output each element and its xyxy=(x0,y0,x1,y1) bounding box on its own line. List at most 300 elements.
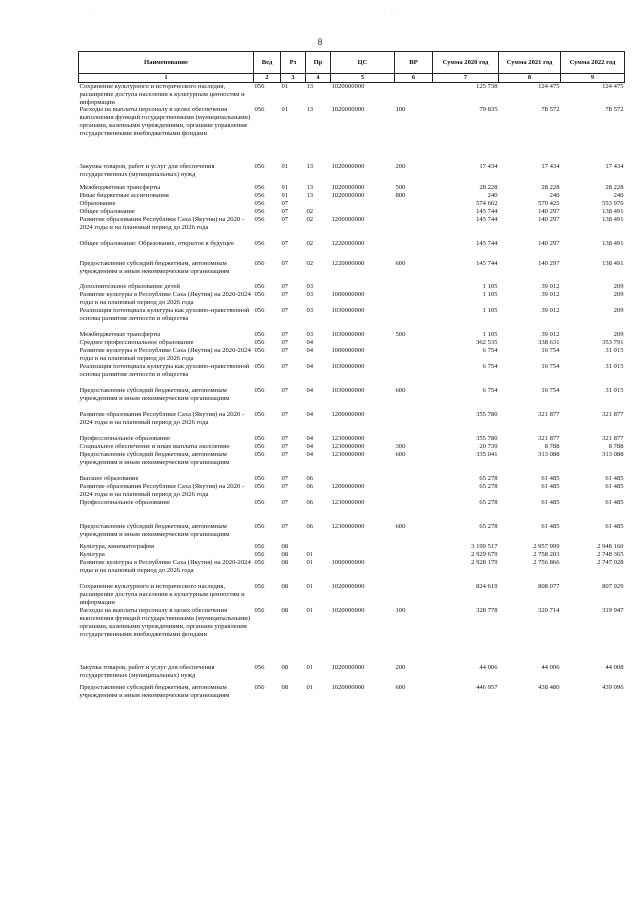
row-pr: 04 xyxy=(306,347,314,355)
row-cs xyxy=(331,543,395,551)
row-sum-2021: 320 714 xyxy=(538,606,560,614)
row-sum-2020: 1 105 xyxy=(482,307,498,315)
row-cs: 1000000000 xyxy=(331,291,365,299)
row-rz: 01 xyxy=(281,106,289,114)
header-name: Наименование xyxy=(79,52,254,74)
row-vr: 300 xyxy=(395,443,406,451)
row-name: Развитие образования Республики Саха (Якутия) на 2020 - 2024 годы и на плановый период до 2026 года xyxy=(79,411,245,426)
row-ved: 056 xyxy=(254,550,265,558)
row-pr: 04 xyxy=(306,443,314,451)
row-ved: 056 xyxy=(254,82,265,90)
row-rz: 08 xyxy=(281,558,289,566)
row-vr xyxy=(395,543,433,551)
row-name: Культура, кинематография xyxy=(79,542,154,550)
table-row xyxy=(79,475,625,483)
row-ved: 056 xyxy=(254,216,265,224)
table-row xyxy=(79,583,625,607)
row-sum-2022: 31 915 xyxy=(605,347,624,355)
table-row xyxy=(79,451,625,475)
row-cs: 1020000000 xyxy=(331,192,365,200)
row-rz: 07 xyxy=(281,443,289,451)
header-vr: ВР xyxy=(395,52,433,74)
row-sum-2022: 209 xyxy=(613,283,624,291)
row-pr: 06 xyxy=(306,498,314,506)
row-ved: 056 xyxy=(254,451,265,459)
row-sum-2020: 362 535 xyxy=(476,339,498,347)
row-sum-2022: 313 088 xyxy=(602,451,624,459)
row-vr xyxy=(395,583,433,607)
row-vr: 600 xyxy=(395,260,406,268)
row-cs xyxy=(331,339,395,347)
row-cs: 1020000000 xyxy=(331,184,365,192)
row-ved: 056 xyxy=(254,208,265,216)
row-name: Закупка товаров, работ и услуг для обеспечения государственных (муниципальных) нужд xyxy=(79,663,215,679)
table-row xyxy=(79,543,625,551)
row-sum-2021: 16 754 xyxy=(541,363,560,371)
row-ved: 056 xyxy=(254,498,265,506)
row-name: Предоставление субсидий бюджетным, автономным учреждениям и иным некоммерческим организациям xyxy=(79,260,230,276)
row-pr xyxy=(306,200,331,208)
row-vr xyxy=(395,551,433,559)
row-ved: 056 xyxy=(254,387,265,395)
row-vr: 200 xyxy=(395,163,406,171)
row-vr: 600 xyxy=(395,522,406,530)
column-number: 8 xyxy=(499,74,561,83)
row-name: Общее образование: Образование, открытое в будущее xyxy=(79,240,234,248)
row-cs: 1230000000 xyxy=(331,498,365,506)
row-ved: 056 xyxy=(254,163,265,171)
row-sum-2022: 124 475 xyxy=(602,82,624,90)
row-sum-2020: 125 738 xyxy=(476,82,498,90)
row-rz: 07 xyxy=(281,498,289,506)
row-pr: 13 xyxy=(306,163,314,171)
row-cs: 1230000000 xyxy=(331,443,365,451)
row-sum-2022: 321 877 xyxy=(602,411,624,419)
row-sum-2020: 355 780 xyxy=(476,411,498,419)
row-cs: 1020000000 xyxy=(331,106,365,114)
row-name: Профессиональное образование xyxy=(79,498,170,506)
row-sum-2020: 17 434 xyxy=(479,163,498,171)
row-pr: 04 xyxy=(306,387,314,395)
row-name: Профессиональное образование xyxy=(79,435,170,443)
row-cs: 1020000000 xyxy=(331,82,365,90)
row-pr: 04 xyxy=(306,339,314,347)
row-sum-2021: 39 012 xyxy=(541,331,560,339)
row-sum-2021: 140 297 xyxy=(538,208,560,216)
table-row xyxy=(79,559,625,583)
row-sum-2022: 61 485 xyxy=(605,475,624,483)
row-sum-2021: 140 297 xyxy=(538,240,560,248)
row-name: Предоставление субсидий бюджетным, автономным учреждениям и иным некоммерческим организациям xyxy=(79,451,230,466)
table-row xyxy=(79,664,625,684)
header-sum-2021: Сумма 2021 год xyxy=(499,52,561,74)
row-name: Общее образование xyxy=(79,208,135,216)
row-ved: 056 xyxy=(254,663,265,671)
row-ved: 056 xyxy=(254,475,265,483)
table-row xyxy=(79,523,625,543)
row-sum-2020: 65 278 xyxy=(479,483,498,491)
row-vr xyxy=(395,483,433,499)
row-name: Предоставление субсидий бюджетным, автономным учреждениям и иным некоммерческим организациям xyxy=(79,387,230,402)
row-sum-2022: 44 008 xyxy=(605,663,624,671)
row-pr: 06 xyxy=(306,483,314,491)
column-number: 6 xyxy=(395,74,433,83)
row-name: Межбюджетные трансферты xyxy=(79,331,161,339)
row-name: Культура xyxy=(79,550,105,558)
row-vr xyxy=(395,475,433,483)
header-rz: Рз xyxy=(281,52,306,74)
row-ved: 056 xyxy=(254,291,265,299)
row-pr: 13 xyxy=(306,106,314,114)
row-sum-2020: 1 105 xyxy=(482,291,498,299)
row-pr: 13 xyxy=(306,82,314,90)
row-vr xyxy=(395,200,433,208)
column-number: 1 xyxy=(79,74,254,83)
row-rz: 07 xyxy=(281,339,289,347)
row-sum-2022: 28 228 xyxy=(605,184,624,192)
row-ved: 056 xyxy=(254,200,265,208)
header-ved: Вед xyxy=(254,52,281,74)
row-pr: 13 xyxy=(306,184,314,192)
scan-artifact-right: . . . . . . . . xyxy=(370,10,423,16)
scan-artifact-left: . . xyxy=(92,10,97,16)
row-pr: 03 xyxy=(306,331,314,339)
row-sum-2022: 553 976 xyxy=(602,200,624,208)
row-name: Социальное обеспечение и иные выплаты населению xyxy=(79,443,230,451)
row-ved: 056 xyxy=(254,331,265,339)
header-cs: ЦС xyxy=(331,52,395,74)
row-cs: 1200000000 xyxy=(331,483,365,491)
row-pr: 02 xyxy=(306,208,314,216)
row-name: Иные бюджетные ассигнования xyxy=(79,192,169,200)
row-pr: 01 xyxy=(306,683,314,691)
row-vr xyxy=(395,559,433,583)
row-sum-2020: 6 754 xyxy=(482,347,498,355)
row-rz: 08 xyxy=(281,606,289,614)
table-row xyxy=(79,163,625,184)
row-pr: 03 xyxy=(306,291,314,299)
row-rz: 01 xyxy=(281,82,289,90)
row-ved: 056 xyxy=(254,339,265,347)
row-sum-2021: 44 006 xyxy=(541,663,560,671)
row-cs: 1020000000 xyxy=(331,663,365,671)
table-row xyxy=(79,331,625,339)
row-rz: 07 xyxy=(281,307,289,315)
row-vr xyxy=(395,411,433,435)
row-pr: 06 xyxy=(306,475,314,483)
row-rz: 07 xyxy=(281,200,289,208)
row-cs xyxy=(331,475,395,483)
row-pr: 03 xyxy=(306,307,314,315)
row-pr: 03 xyxy=(306,283,314,291)
row-name: Развитие культуры в Республике Саха (Якутия) на 2020-2024 годы и на плановый период до 2026 года xyxy=(79,558,251,574)
row-sum-2020: 6 754 xyxy=(482,363,498,371)
row-name: Расходы на выплаты персоналу в целях обеспечения выполнения функций государственными (муниципальными) органами, казенными учреждениями, органами управления государственными внебюджетными фондами xyxy=(79,606,251,638)
row-rz: 08 xyxy=(281,582,289,590)
row-pr: 02 xyxy=(306,240,314,248)
table-row xyxy=(79,684,625,702)
row-sum-2021: 28 228 xyxy=(541,184,560,192)
row-ved: 056 xyxy=(254,106,265,114)
row-vr xyxy=(395,283,433,291)
column-number: 2 xyxy=(254,74,281,83)
row-vr xyxy=(395,435,433,443)
row-cs xyxy=(331,208,395,216)
row-name: Образование xyxy=(79,200,116,208)
row-sum-2021: 61 485 xyxy=(541,475,560,483)
table-row xyxy=(79,443,625,451)
row-sum-2021: 124 475 xyxy=(538,82,560,90)
row-ved: 056 xyxy=(254,307,265,315)
row-pr: 02 xyxy=(306,260,314,268)
row-sum-2022: 61 485 xyxy=(605,522,624,530)
row-sum-2021: 2 756 866 xyxy=(533,558,560,566)
table-row xyxy=(79,184,625,192)
row-sum-2022: 240 xyxy=(613,192,624,200)
row-sum-2022: 31 915 xyxy=(605,363,624,371)
row-vr xyxy=(395,291,433,307)
row-sum-2020: 145 744 xyxy=(476,208,498,216)
row-sum-2021: 8 788 xyxy=(544,443,560,451)
row-rz: 01 xyxy=(281,192,289,200)
row-name: Сохранение культурного и исторического наследия, расширение доступа населения к культурным ценностям и информации xyxy=(79,582,245,606)
row-sum-2022: 31 915 xyxy=(605,387,624,395)
header-sum-2020: Сумма 2020 год xyxy=(433,52,499,74)
row-sum-2022: 61 485 xyxy=(605,498,624,506)
row-sum-2020: 1 105 xyxy=(482,283,498,291)
row-sum-2021: 39 012 xyxy=(541,283,560,291)
row-pr: 01 xyxy=(306,663,314,671)
row-ved: 056 xyxy=(254,443,265,451)
row-sum-2021: 313 088 xyxy=(538,451,560,459)
row-sum-2020: 446 957 xyxy=(476,683,498,691)
table-row xyxy=(79,363,625,387)
row-sum-2020: 28 228 xyxy=(479,184,498,192)
row-vr xyxy=(395,499,433,523)
row-cs xyxy=(331,283,395,291)
row-pr: 02 xyxy=(306,216,314,224)
header-sum-2022: Сумма 2022 год xyxy=(561,52,625,74)
row-sum-2020: 79 835 xyxy=(479,106,498,114)
row-vr: 500 xyxy=(395,184,406,192)
row-name: Закупка товаров, работ и услуг для обеспечения государственных (муниципальных) нужд xyxy=(79,163,215,179)
row-sum-2022: 209 xyxy=(613,291,624,299)
row-cs: 1030000000 xyxy=(331,363,365,371)
row-sum-2021: 321 877 xyxy=(538,435,560,443)
row-rz: 07 xyxy=(281,216,289,224)
row-vr xyxy=(395,363,433,387)
row-sum-2022: 807 929 xyxy=(602,582,624,590)
row-name: Высшее образование xyxy=(79,475,139,483)
row-cs: 1030000000 xyxy=(331,331,365,339)
row-rz: 01 xyxy=(281,184,289,192)
row-ved: 056 xyxy=(254,522,265,530)
column-number: 4 xyxy=(306,74,331,83)
row-rz: 07 xyxy=(281,435,289,443)
table-row xyxy=(79,339,625,347)
row-cs: 1230000000 xyxy=(331,522,365,530)
table-row xyxy=(79,483,625,499)
row-ved: 056 xyxy=(254,606,265,614)
row-sum-2022: 353 791 xyxy=(602,339,624,347)
row-sum-2021: 61 485 xyxy=(541,522,560,530)
row-sum-2020: 335 041 xyxy=(476,451,498,459)
row-ved: 056 xyxy=(254,260,265,268)
column-number: 3 xyxy=(281,74,306,83)
row-sum-2022: 61 485 xyxy=(605,483,624,491)
row-sum-2021: 579 425 xyxy=(538,200,560,208)
row-ved: 056 xyxy=(254,240,265,248)
row-sum-2022: 8 788 xyxy=(608,443,624,451)
table-row xyxy=(79,216,625,240)
table-row xyxy=(79,387,625,411)
row-sum-2020: 328 778 xyxy=(476,606,498,614)
row-sum-2022: 138 491 xyxy=(602,216,624,224)
row-name: Дополнительное образование детей xyxy=(79,283,180,291)
row-pr: 01 xyxy=(306,582,314,590)
row-sum-2022: 2 948 160 xyxy=(597,542,624,550)
row-vr xyxy=(395,216,433,240)
row-sum-2021: 438 480 xyxy=(538,683,560,691)
row-ved: 056 xyxy=(254,411,265,419)
table-row xyxy=(79,607,625,664)
table-row xyxy=(79,82,625,106)
row-sum-2021: 61 485 xyxy=(541,483,560,491)
row-cs: 1020000000 xyxy=(331,683,365,691)
row-vr: 100 xyxy=(395,106,406,114)
table-row xyxy=(79,106,625,163)
row-sum-2021: 338 631 xyxy=(538,339,560,347)
row-vr: 600 xyxy=(395,451,406,459)
row-rz: 07 xyxy=(281,283,289,291)
row-pr: 04 xyxy=(306,451,314,459)
table-body xyxy=(79,82,625,702)
row-sum-2022: 78 572 xyxy=(605,106,624,114)
row-name: Сохранение культурного и исторического наследия, расширение доступа населения к культурным ценностям и информации xyxy=(79,82,245,106)
row-sum-2020: 824 619 xyxy=(476,582,498,590)
row-rz: 07 xyxy=(281,387,289,395)
row-sum-2022: 209 xyxy=(613,331,624,339)
row-cs xyxy=(331,200,395,208)
table-row xyxy=(79,551,625,559)
header-pr: Пр xyxy=(306,52,331,74)
row-name: Расходы на выплаты персоналу в целях обеспечения выполнения функций государственными (муниципальными) органами, казенными учреждениями, органами управления государственными внебюджетными фондами xyxy=(79,106,251,138)
row-cs: 1230000000 xyxy=(331,451,365,459)
row-sum-2021: 17 434 xyxy=(541,163,560,171)
row-pr: 04 xyxy=(306,411,314,419)
row-sum-2021: 78 572 xyxy=(541,106,560,114)
row-vr: 500 xyxy=(395,331,406,339)
table-row xyxy=(79,347,625,363)
row-name: Реализация потенциала культуры как духовно-нравственной основы развития личности и общества xyxy=(79,363,250,378)
row-vr: 800 xyxy=(395,192,406,200)
row-rz: 07 xyxy=(281,363,289,371)
row-vr xyxy=(395,347,433,363)
row-sum-2022: 138 491 xyxy=(602,260,624,268)
table-row xyxy=(79,240,625,260)
row-sum-2020: 65 278 xyxy=(479,522,498,530)
row-sum-2020: 240 xyxy=(487,192,498,200)
row-sum-2022: 439 096 xyxy=(602,683,624,691)
row-sum-2022: 2 748 365 xyxy=(597,550,624,558)
row-rz: 07 xyxy=(281,240,289,248)
row-vr: 600 xyxy=(395,387,406,395)
row-ved: 056 xyxy=(254,184,265,192)
table-row xyxy=(79,499,625,523)
row-sum-2021: 321 877 xyxy=(538,411,560,419)
row-cs: 1200000000 xyxy=(331,411,365,419)
row-sum-2020: 145 744 xyxy=(476,240,498,248)
table-row xyxy=(79,435,625,443)
column-number: 7 xyxy=(433,74,499,83)
row-sum-2021: 140 297 xyxy=(538,216,560,224)
row-sum-2021: 808 077 xyxy=(538,582,560,590)
row-ved: 056 xyxy=(254,683,265,691)
row-cs xyxy=(331,551,395,559)
row-cs: 1230000000 xyxy=(331,435,365,443)
row-sum-2022: 138 491 xyxy=(602,208,624,216)
row-rz: 07 xyxy=(281,347,289,355)
row-name: Развитие культуры в Республике Саха (Якутия) на 2020-2024 годы и на плановый период до 2026 года xyxy=(79,291,251,307)
row-vr xyxy=(395,208,433,216)
row-sum-2022: 321 877 xyxy=(602,435,624,443)
row-sum-2021: 240 xyxy=(549,192,560,200)
row-ved: 056 xyxy=(254,283,265,291)
table-row xyxy=(79,307,625,331)
row-cs: 1030000000 xyxy=(331,307,365,315)
row-pr: 06 xyxy=(306,522,314,530)
row-sum-2021: 140 297 xyxy=(538,260,560,268)
row-sum-2021: 16 754 xyxy=(541,347,560,355)
budget-table xyxy=(78,51,625,702)
row-sum-2020: 6 754 xyxy=(482,387,498,395)
row-sum-2021: 61 485 xyxy=(541,498,560,506)
row-vr: 200 xyxy=(395,663,406,671)
row-cs: 1030000000 xyxy=(331,387,365,395)
row-name: Межбюджетные трансферты xyxy=(79,184,161,192)
row-cs: 1220000000 xyxy=(331,260,365,268)
row-sum-2021: 16 754 xyxy=(541,387,560,395)
row-cs: 1000000000 xyxy=(331,347,365,355)
row-pr xyxy=(306,543,331,551)
row-ved: 056 xyxy=(254,363,265,371)
row-rz: 07 xyxy=(281,260,289,268)
row-sum-2021: 39 012 xyxy=(541,291,560,299)
row-name: Развитие культуры в Республике Саха (Якутия) на 2020-2024 годы и на плановый период до 2026 года xyxy=(79,347,251,363)
page-number: 8 xyxy=(317,37,323,47)
row-pr: 04 xyxy=(306,363,314,371)
row-ved: 056 xyxy=(254,435,265,443)
row-vr: 600 xyxy=(395,683,406,691)
row-rz: 07 xyxy=(281,291,289,299)
table-row xyxy=(79,208,625,216)
row-rz: 07 xyxy=(281,411,289,419)
row-vr xyxy=(395,307,433,331)
column-number: 9 xyxy=(561,74,625,83)
row-name: Предоставление субсидий бюджетным, автономным учреждениям и иным некоммерческим организациям xyxy=(79,683,230,699)
row-rz: 01 xyxy=(281,163,289,171)
column-number-row xyxy=(79,74,625,83)
row-sum-2021: 2 758 203 xyxy=(533,550,560,558)
row-rz: 07 xyxy=(281,451,289,459)
row-sum-2020: 44 006 xyxy=(479,663,498,671)
row-rz: 07 xyxy=(281,522,289,530)
row-cs: 1000000000 xyxy=(331,558,365,566)
table-row xyxy=(79,260,625,283)
column-number: 5 xyxy=(331,74,395,83)
row-sum-2020: 2 929 679 xyxy=(471,550,498,558)
row-ved: 056 xyxy=(254,192,265,200)
